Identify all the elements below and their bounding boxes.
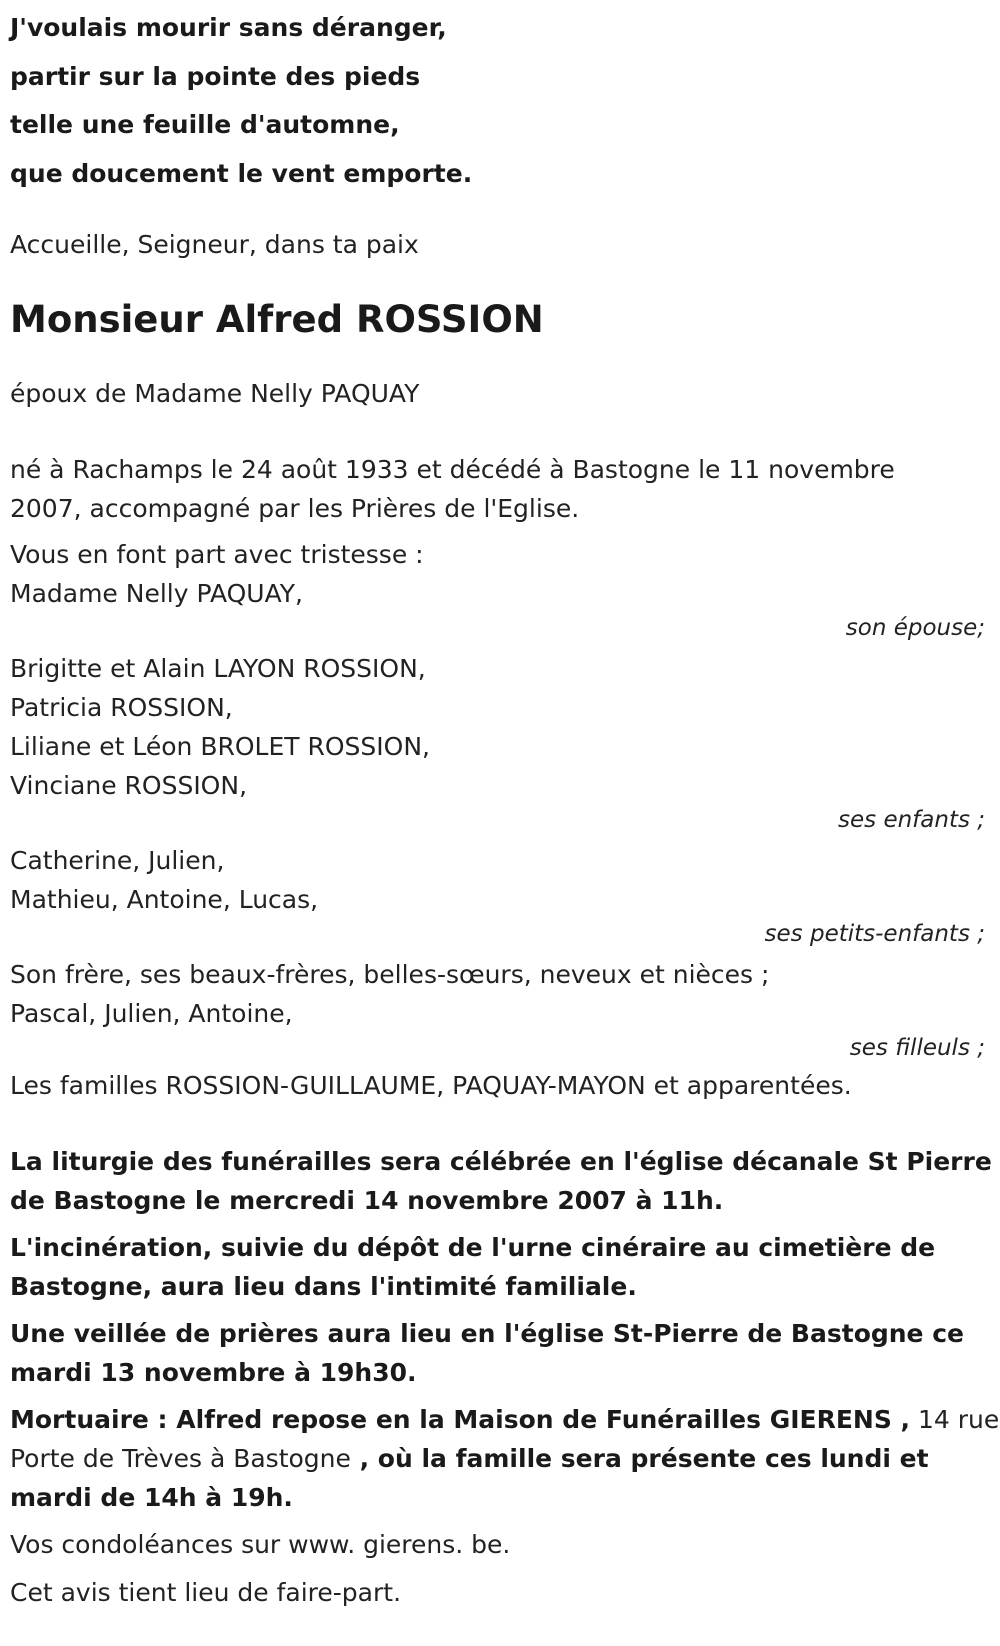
vigil-line: Une veillée de prières aura lieu en l'église St-Pierre de Bastogne ce xyxy=(10,1319,964,1348)
poem-line: J'voulais mourir sans déranger, xyxy=(10,13,447,42)
birth-death-line: né à Rachamps le 24 août 1933 et décédé à Bastogne le 11 novembre xyxy=(10,455,895,484)
poem-line: que doucement le vent emporte. xyxy=(10,158,473,188)
poem-line: telle une feuille d'automne, xyxy=(10,110,400,139)
mortuary-bold: , où la famille sera présente ces lundi et xyxy=(350,1444,929,1473)
vigil-paragraph xyxy=(10,1314,985,1392)
mortuary-paragraph xyxy=(10,1400,1000,1517)
family-role: ses petits-enfants ; xyxy=(764,921,985,947)
families-line: Les familles ROSSION-GUILLAUME, PAQUAY-MAYON et apparentées. xyxy=(10,1071,852,1100)
family-name-line: Vinciane ROSSION, xyxy=(10,771,248,800)
liturgy-line: La liturgie des funérailles sera célébrée en l'église décanale St Pierre xyxy=(10,1147,992,1176)
incineration-line: L'incinération, suivie du dépôt de l'urne cinéraire au cimetière de xyxy=(10,1233,936,1262)
prayer-line: Accueille, Seigneur, dans ta paix xyxy=(10,230,419,259)
incineration-paragraph xyxy=(10,1228,985,1306)
birth-death-line: 2007, accompagné par les Prières de l'Eglise. xyxy=(10,494,580,523)
mortuary-address: 14 rue xyxy=(910,1405,1000,1434)
family-group-children xyxy=(10,649,985,835)
family-name-line: Mathieu, Antoine, Lucas, xyxy=(10,885,319,914)
mortuary-bold: mardi de 14h à 19h. xyxy=(10,1483,293,1512)
birth-death-paragraph xyxy=(10,450,985,528)
family-name-line: Liliane et Léon BROLET ROSSION, xyxy=(10,732,430,761)
incineration-line: Bastogne, aura lieu dans l'intimité familiale. xyxy=(10,1272,637,1301)
mortuary-bold: Mortuaire : Alfred repose en la Maison de Funérailles GIERENS , xyxy=(10,1405,911,1434)
poem-line: partir sur la pointe des pieds xyxy=(10,61,421,91)
condolences-line: Vos condoléances sur www. gierens. be. xyxy=(10,1530,511,1559)
family-name-line: Madame Nelly PAQUAY, xyxy=(10,579,303,608)
family-group-godchildren xyxy=(10,955,985,1063)
poem xyxy=(10,4,985,198)
family-role: son épouse; xyxy=(845,615,985,641)
family-name-line: Son frère, ses beaux-frères, belles-sœurs, neveux et nièces ; xyxy=(10,960,770,989)
family-name-line: Brigitte et Alain LAYON ROSSION, xyxy=(10,654,426,683)
family-role: ses filleuls ; xyxy=(849,1035,985,1061)
deceased-name: Monsieur Alfred ROSSION xyxy=(10,298,544,341)
family-group-grandchildren xyxy=(10,841,985,949)
mortuary-address: Porte de Trèves à Bastogne xyxy=(10,1444,351,1473)
spouse-line: époux de Madame Nelly PAQUAY xyxy=(10,379,420,408)
family-name-line: Catherine, Julien, xyxy=(10,846,225,875)
family-name-line: Pascal, Julien, Antoine, xyxy=(10,999,293,1028)
family-name-line: Patricia ROSSION, xyxy=(10,693,233,722)
family-role: ses enfants ; xyxy=(838,807,985,833)
family-group-spouse xyxy=(10,574,985,643)
liturgy-line: de Bastogne le mercredi 14 novembre 2007 à 11h. xyxy=(10,1186,724,1215)
obituary-notice xyxy=(10,0,1000,1612)
announce-line: Vous en font part avec tristesse : xyxy=(10,540,424,569)
notice-line: Cet avis tient lieu de faire-part. xyxy=(10,1578,402,1607)
liturgy-paragraph xyxy=(10,1142,992,1220)
vigil-line: mardi 13 novembre à 19h30. xyxy=(10,1358,417,1387)
